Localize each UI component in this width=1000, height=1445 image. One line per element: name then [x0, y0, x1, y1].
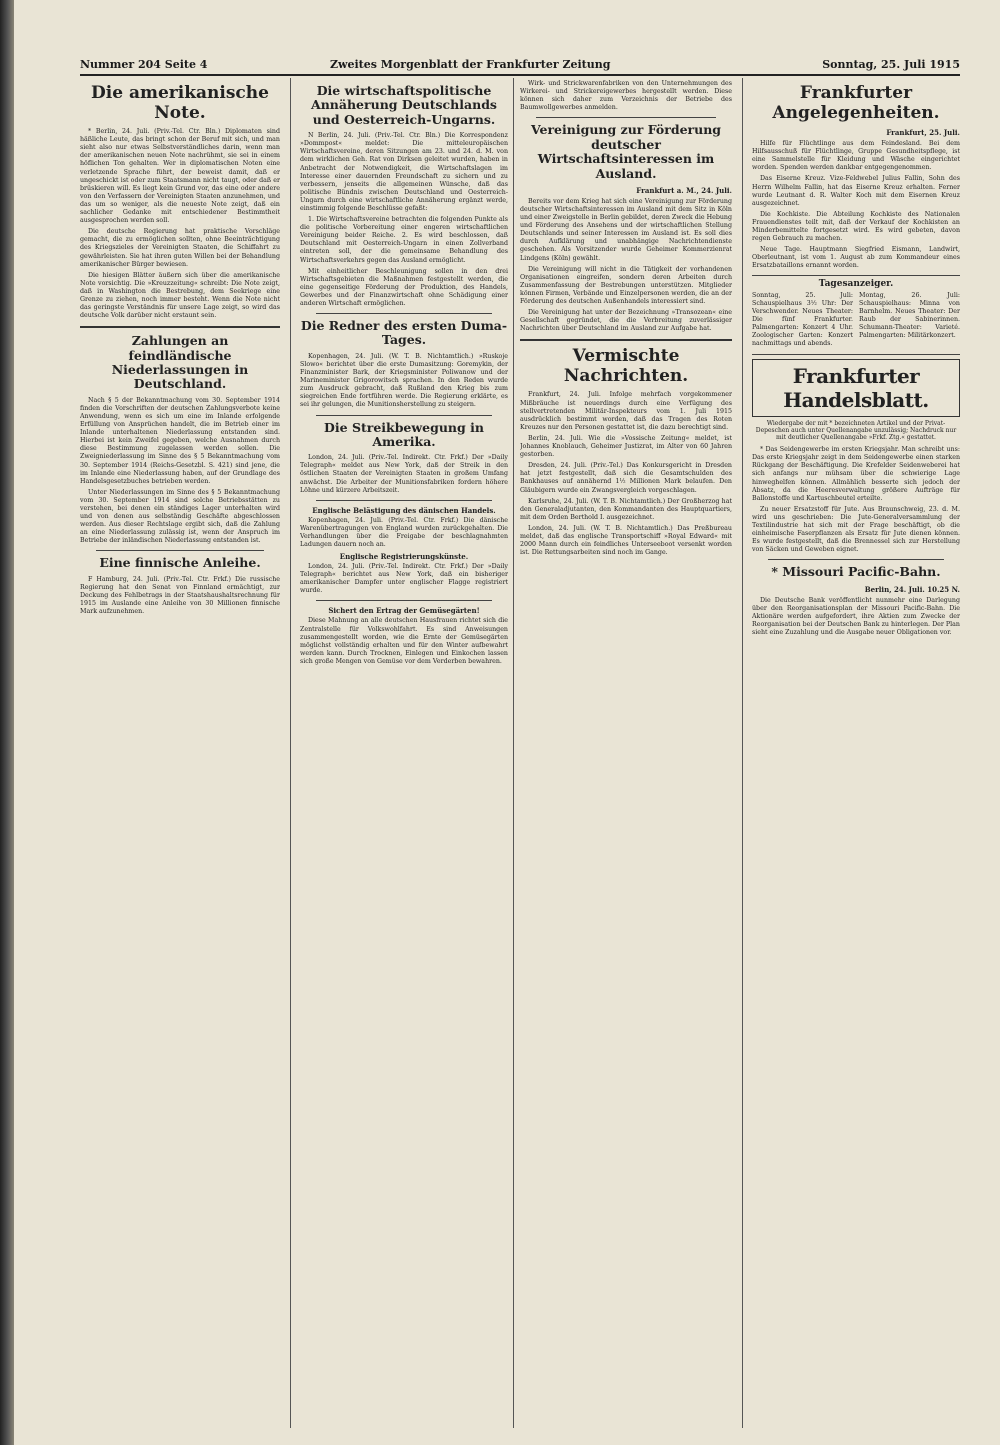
column-rule [513, 78, 514, 1428]
page-number: Nummer 204 Seite 4 [80, 58, 208, 71]
article-paragraph: Die Vereinigung will nicht in die Tätigkeit der vorhandenen Organisationen eingreifen, sondern deren Arbeiten durch Zusammenfassung der Bestrebungen unterstützen. Mitglieder können Firmen, Verbände und Einzelpersonen werden, die an der Förderung des deutschen Außenhandels interessiert sind. [520, 265, 732, 305]
column-3 [520, 80, 732, 1430]
article-paragraph: London, 24. Juli. (W. T. B. Nichtamtlich.) Das Preßbureau meldet, daß das englische Transportschiff »Royal Edward« mit 2000 Mann durch ein feindliches Unterseeboot versenkt worden ist. Die Rettungsarbeiten sind noch im Gange. [520, 524, 732, 557]
article-paragraph: Die deutsche Regierung hat praktische Vorschläge gemacht, die zu ermöglichen sollten, ohne Beeinträchtigung des Kriegszieles der Vereinigten Staaten, die Schiffahrt zu gewährleisten. Sie hat ihren guten Willen bei der Behandlung amerikanischer Bürger bewiesen. [80, 228, 280, 268]
article-subheading: Englische Belästigung des dänischen Handels. [312, 505, 496, 515]
article-paragraph: N Berlin, 24. Juli. (Priv.-Tel. Ctr. Bln.) Die Korrespondenz »Dommpost« meldet: Die mitteleuropäischen Wirtschaftsvereine, deren Sitzungen am 23. und 24. d. M. von dem wirklichen Geh. Rat von Dirksen geleitet wurden, haben in Anbetracht der Notwendigkeit, die Wirtschaftslagen im Interesse einer dauernden Freundschaft zu sichern und zu verbessern, jenseits die allgemeinen Wünsche, daß das politische Bündnis zwischen Deutschland und Oesterreich-Ungarn durch eine wirtschaftliche Annäherung ergänzt werde, einstimmig folgende Beschlüsse gefaßt: [300, 132, 508, 212]
divider [80, 326, 280, 328]
events-left: Sonntag, 25. Juli: Schauspielhaus 3½ Uhr: Der Verschwender. Neues Theater: Die fünf Frankfurter. Palmengarten: Konzert 4 Uhr. Zoologischer Garten: Konzert nachmittags und abends. [752, 291, 853, 348]
article-paragraph: Die Deutsche Bank veröffentlicht nunmehr eine Darlegung über den Reorganisationsplan der Missouri Pacific-Bahn. Die Aktionäre werden aufgefordert, ihre Aktien zum Zwecke der Reorganisation bei der Deutschen Bank zu hinterlegen. Der Plan sieht eine Zuzahlung und die Ausgabe neuer Obligationen vor. [752, 596, 960, 637]
article-paragraph: Die hiesigen Blätter äußern sich über die amerikanische Note vorsichtig. Die »Kreuzzeitung« schreibt: Die Note zeigt, daß in Washington die Bestrebung, dem Seekriege eine Grenze zu ziehen, noch immer besteht. Wenn die Note nicht das geringste Verständnis für unsere Lage zeigt, so wird das deutsche Volk darüber nicht erstaunt sein. [80, 271, 280, 320]
section-masthead: Frankfurter Handelsblatt. [752, 359, 960, 417]
article-paragraph: 1. Die Wirtschaftsvereine betrachten die folgenden Punkte als die politische Vorbereitung einer engeren wirtschaftlichen Vereinigung beider Reiche. 2. Es wird beschlossen, daß Deutschland mit Oesterreich-Ungarn in einen Zollverband eintreten soll, der die gemeinsame Behandlung des Wirtschaftsverkehrs gegen das Ausland ermöglicht. [300, 216, 508, 264]
article-heading: Die Redner des ersten Duma-Tages. [300, 318, 508, 348]
article-paragraph: Neue Tage. Hauptmann Siegfried Eismann, Landwirt, Oberleutnant, ist vom 1. August ab zum Kommandeur eines Ersatzbataillons ernannt worden. [752, 246, 960, 270]
article-heading: Die Streikbewegung in Amerika. [324, 419, 484, 449]
article-paragraph: Kopenhagen, 24. Juli. (W. T. B. Nichtamtlich.) »Ruskoje Slowo« berichtet über die erste Dumasitzung: Goremykin, der Finanzminister Bark, der Kriegsminister Poliwanow und der Marineminister Grigorowitsch sprachen. In den Reden wurde zum Ausdruck gebracht, daß Rußland den Krieg bis zum siegreichen Ende fortführen werde. Die Regierung erklärte, es sei ihr gelungen, die Munitionsherstellung zu steigern. [300, 352, 508, 409]
article-paragraph: Frankfurt, 24. Juli. Infolge mehrfach vorgekommener Mißbräuche ist neuerdings durch eine Verfügung des stellvertretenden Militär-Inspekteurs vom 1. Juli 1915 ausdrücklich bestimmt worden, daß das Tragen des Roten Kreuzes nur den Personen gestattet ist, die dazu berechtigt sind. [520, 391, 732, 431]
issue-date: Sonntag, 25. Juli 1915 [822, 58, 960, 71]
events-right: Montag, 26. Juli: Schauspielhaus: Minna von Barnhelm. Neues Theater: Der Raub der Sabinerinnen. Schumann-Theater: Varieté. Palmengarten: Militärkonzert. [859, 291, 960, 339]
events-title: Tagesanzeiger. [818, 278, 894, 289]
article-paragraph: Bereits vor dem Krieg hat sich eine Vereinigung zur Förderung deutscher Wirtschaftsinteressen im Ausland mit dem Sitz in Köln und einer Zweigstelle in Berlin gebildet, deren Zweck die Hebung und Förderung des Ansehens und der wirtschaftlichen Stellung Deutschlands und seiner Interessen im Ausland ist. Es soll dies durch Aufklärung und unabhängige Nachrichtendienste geschehen. Als Vorsitzender wurde Geheimer Kommerzienrat Lindgens (Köln) gewählt. [520, 197, 732, 262]
article-paragraph: Mit einheitlicher Beschleunigung sollen in den drei Wirtschaftsgebieten die Maßnahmen festgestellt werden, die eine gegenseitige Förderung der Produktion, des Handels, Gewerbes und der Finanzwirtschaft ohne Schädigung einer anderen Wirtschaft ermöglichen. [300, 267, 508, 307]
article-paragraph: Karlsruhe, 24. Juli. (W. T. B. Nichtamtlich.) Der Großherzog hat den Generaladjutanten, den Kommandanten des Hauptquartiers, mit dem Orden Berthold I. ausgezeichnet. [520, 497, 732, 521]
article-heading: Frankfurter Angelegenheiten. [772, 83, 940, 123]
article-heading: Vereinigung zur Förderung deutscher Wirtschaftsinteressen im Ausland. [530, 122, 722, 181]
column-rule [742, 78, 743, 1428]
dateline: Frankfurt, 25. Juli. [886, 128, 960, 138]
column-2 [300, 80, 508, 1430]
page-header [80, 56, 960, 76]
article-paragraph: Berlin, 24. Juli. Wie die »Vossische Zeitung« meldet, ist Johannes Knoblauch, Geheimer Justizrat, im Alter von 60 Jahren gestorben. [520, 434, 732, 459]
dateline: Frankfurt a. M., 24. Juli. [636, 185, 732, 195]
article-heading: * Missouri Pacific-Bahn. [771, 564, 941, 580]
article-paragraph: * Berlin, 24. Juli. (Priv.-Tel. Ctr. Bln.) Diplomaten sind häßliche Leute, das bringt schon der Beruf mit sich, und man sieht also nur etwas Selbstverständliches darin, wenn man der amerikanischen neuen Note nachrühmt, sie sei in einem höflichen Ton gehalten. Wer in diplomatischen Noten eine verletzende Sprache führt, der beweist damit, daß er ungeschickt ist oder zum Staatsmann nicht taugt, oder daß er brüskieren will. Es liegt kein Grund vor, das eine oder andere von den Verfassern der Vereinigten Staaten anzunehmen, und das um so weniger, als die neueste Note zeigt, daß ein sachlicher Gedanke mit entschiedener Bestimmtheit ausgesprochen werden soll. [80, 128, 280, 225]
article-paragraph: * Das Seidengewerbe im ersten Kriegsjahr. Man schreibt uns: Das erste Kriegsjahr zeigt in dem Seidengewerbe einen starken Rückgang der Beschäftigung. Die Krefelder Seidenweberei hat sich anfangs nur mühsam über die schwierige Lage hinweghelfen können. Allmählich besserte sich jedoch der Absatz, da die Heeresverwaltung größere Aufträge für Ballonstoffe und Kartuschbeutel erteilte. [752, 446, 960, 502]
article-paragraph: London, 24. Juli. (Priv.-Tel. Indirekt. Ctr. Frkf.) Der »Daily Telegraph« berichtet aus New York, daß ein bisheriger amerikanischer Dampfer unter englischer Flagge registriert wurde. [300, 563, 508, 595]
article-subheading: Englische Registrierungskünste. [339, 552, 469, 562]
masthead: Zweites Morgenblatt der Frankfurter Zeitung [330, 58, 611, 71]
column-1 [80, 80, 280, 1430]
divider [768, 559, 944, 560]
article-paragraph: F Hamburg, 24. Juli. (Priv.-Tel. Ctr. Frkf.) Die russische Regierung hat den Senat von Finnland ermächtigt, zur Deckung des Fehlbetrags in der Staatshaushaltsrechnung für 1915 im Auslande eine Anleihe von 30 Millionen finnische Mark aufzunehmen. [80, 575, 280, 616]
article-paragraph: Diese Mahnung an alle deutschen Hausfrauen richtet sich die Zentralstelle für Volkswohlfahrt. Es sind Anweisungen zusammengestellt worden, wie die Ernte der Gemüsegärten möglichst vollständig erhalten und für den Winter aufbewahrt werden kann. Durch Trocknen, Einlegen und Einkochen lassen sich große Mengen von Gemüse vor dem Verderben bewahren. [300, 617, 508, 665]
article-heading: Eine finnische Anleihe. [99, 555, 261, 571]
article-subheading: Sichert den Ertrag der Gemüsegärten! [328, 606, 480, 616]
article-paragraph: London, 24. Juli. (Priv.-Tel. Indirekt. Ctr. Frkf.) Der »Daily Telegraph« meldet aus New York, daß der Streik in den östlichen Staaten der Vereinigten Staaten in großem Umfang anwächst. Die Arbeiter der Munitionsfabriken fordern höhere Löhne und kürzere Arbeitszeit. [300, 454, 508, 494]
section-notice: Wiedergabe der mit * bezeichneten Artikel und der Privat-Depeschen auch unter Quellenangabe unzulässig; Nachdruck nur mit deutlicher Quellenangabe »Frkf. Ztg.« gestattet. [755, 420, 957, 442]
divider [316, 313, 492, 314]
divider [96, 550, 264, 551]
column-4 [752, 80, 960, 1430]
divider [316, 600, 492, 601]
divider [536, 117, 716, 118]
divider [520, 339, 732, 341]
article-paragraph: Die Vereinigung hat unter der Bezeichnung »Transozean« eine Gesellschaft gegründet, die die Verbreitung zuverlässiger Nachrichten über Deutschland im Ausland zur Aufgabe hat. [520, 309, 732, 333]
events-listing [752, 275, 960, 356]
article-heading: Zahlungen an feindländische Niederlassungen in Deutschland. [111, 333, 249, 392]
dateline: Berlin, 24. Juli. 10.25 N. [864, 584, 960, 594]
divider [316, 415, 492, 416]
divider [316, 500, 492, 501]
article-paragraph: Das Eiserne Kreuz. Vize-Feldwebel Julius Fallin, Sohn des Herrn Wilhelm Fallin, hat das Eiserne Kreuz erhalten. Ferner wurde Leutnant d. R. Walter Koch mit dem Eisernen Kreuz ausgezeichnet. [752, 175, 960, 207]
article-paragraph: Hilfe für Flüchtlinge aus dem Feindesland. Bei dem Hilfsausschuß für Flüchtlinge, Gruppe Gesundheitspflege, ist eine Sammelstelle für Kleidung und Wäsche eingerichtet worden. Spenden werden dankbar entgegengenommen. [752, 140, 960, 172]
article-paragraph: Dresden, 24. Juli. (Priv.-Tel.) Das Konkursgericht in Dresden hat jetzt festgestellt, daß sich die Gesamtschulden des Bankhauses auf annähernd 1½ Millionen Mark belaufen. Den Gläubigern wurde ein Zwangsvergleich vorgeschlagen. [520, 462, 732, 494]
article-heading: Die amerikanische Note. [91, 83, 269, 123]
article-paragraph: Nach § 5 der Bekanntmachung vom 30. September 1914 finden die Vorschriften der deutschen Zahlungsverbote keine Anwendung, wenn es sich um eine im Inlande erfolgende Erfüllung von Ansprüchen handelt, die im Betrieb einer im Inlande unterhaltenen Niederlassung entstanden sind. Hierbei ist kein Zweifel gegeben, welche Ausnahmen durch diese Bestimmung zugelassen werden sollen. Die Zweigniederlassung im Sinne des § 5 Bekanntmachung vom 30. September 1914 (Reichs-Gesetzbl. S. 421) sind jene, die im Inlande eine Niederlassung haben, auf der Grundlage des Handelsgesetzbuches betrieben werden. [80, 396, 280, 485]
article-heading: Die wirtschaftspolitische Annäherung Deutschlands und Oesterreich-Ungarns. [311, 83, 497, 127]
article-paragraph: Die Kochkiste. Die Abteilung Kochkiste des Nationalen Frauendienstes teilt mit, daß der Verkauf der Kochkisten an Minderbemittelte fortgesetzt wird. Es wird gebeten, davon regen Gebrauch zu machen. [752, 210, 960, 243]
article-paragraph: Kopenhagen, 24. Juli. (Priv.-Tel. Ctr. Frkf.) Die dänische Warenübertragungen von England wurden zurückgehalten. Die Verhandlungen über die Freigabe der beschlagnahmten Ladungen dauern noch an. [300, 516, 508, 548]
article-paragraph: Unter Niederlassungen im Sinne des § 5 Bekanntmachung vom 30. September 1914 sind solche Betriebsstätten zu verstehen, bei denen ein ständiges Lager unterhalten wird und von denen aus selbständig Geschäfte abgeschlossen werden. Aus dieser Rechtslage ergibt sich, daß die Zahlung an eine Niederlassung zulässig ist, wenn der Anspruch im Betriebe der inländischen Niederlassung entstanden ist. [80, 488, 280, 545]
article-paragraph: Wirk- und Strickwarenfabriken von den Unternehmungen des Wirkerei- und Strickereigewerbes hergestellt werden. Diese können sich daher zum Verzeichnis der Betriebe des Baumwollgewerbes anmelden. [520, 80, 732, 112]
column-rule [290, 78, 291, 1428]
book-binding [0, 0, 14, 1445]
article-paragraph: Zu neuer Ersatzstoff für Jute. Aus Braunschweig, 23. d. M. wird uns geschrieben: Die Jute-Generalversammlung der Textilindustrie hat sich mit der Frage beschäftigt, ob die einheimische Faserpflanzen als Ersatz für Jute dienen können. Es wurde festgestellt, daß die Brennessel sich zur Herstellung von Säcken und Geweben eignet. [752, 505, 960, 554]
article-heading: Vermischte Nachrichten. [563, 346, 689, 386]
